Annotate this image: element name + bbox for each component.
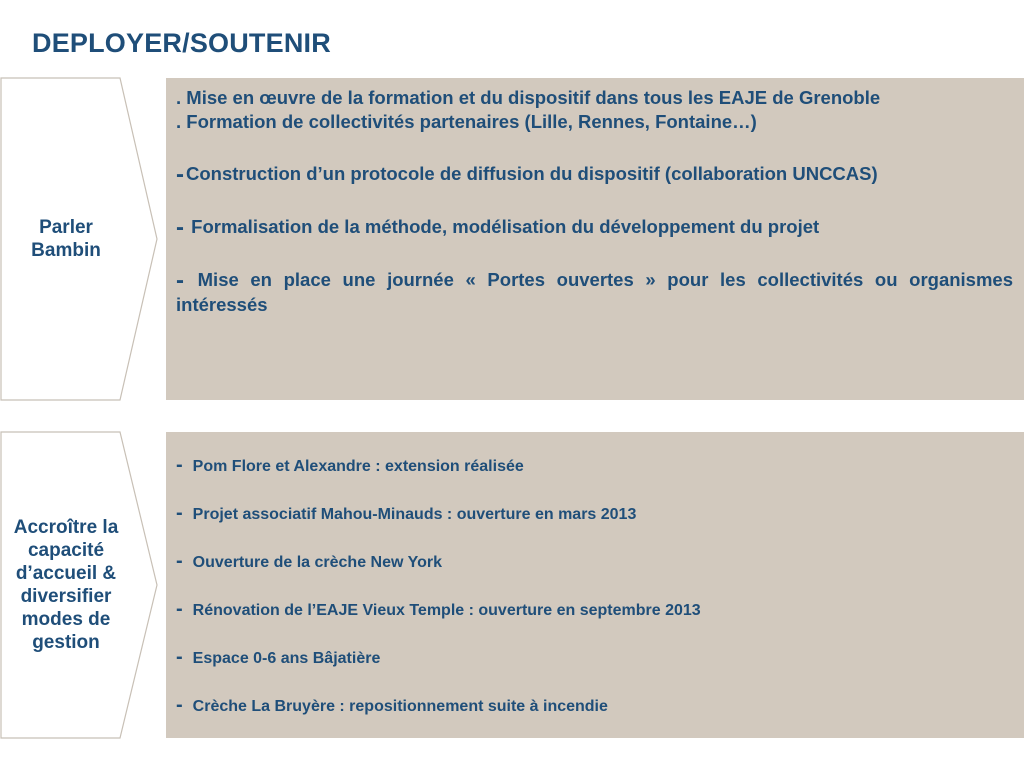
section-1-panel xyxy=(166,78,1024,400)
list-item: - Crèche La Bruyère : repositionnement suite à incendie xyxy=(176,694,608,716)
list-item: - Pom Flore et Alexandre : extension réalisée xyxy=(176,454,524,476)
list-item: - Espace 0-6 ans Bâjatière xyxy=(176,646,381,668)
dot-item-2: . Formation de collectivités partenaires (Lille, Rennes, Fontaine…) xyxy=(176,111,757,132)
list-item: - Ouverture de la crèche New York xyxy=(176,550,442,572)
bullet-item-3: - Mise en place une journée « Portes ouvertes » pour les collectivités ou organismes intéressés xyxy=(176,267,1013,315)
bullet-item-1: - Construction d’un protocole de diffusion du dispositif (collaboration UNCCAS) xyxy=(176,161,878,188)
dot-item-1: . Mise en œuvre de la formation et du dispositif dans tous les EAJE de Grenoble xyxy=(176,87,881,108)
bullet-item-2: - Formalisation de la méthode, modélisation du développement du projet xyxy=(176,214,820,241)
section-1-label: Parler Bambin xyxy=(31,217,101,261)
list-item: - Projet associatif Mahou-Minauds : ouverture en mars 2013 xyxy=(176,502,637,524)
section-2-panel xyxy=(166,432,1024,738)
section-2-label: Accroître la capacité d’accueil & diversifier modes de gestion xyxy=(13,517,119,653)
list-item: - Rénovation de l’EAJE Vieux Temple : ouverture en septembre 2013 xyxy=(176,598,701,620)
page-title: DEPLOYER/SOUTENIR xyxy=(32,28,331,58)
